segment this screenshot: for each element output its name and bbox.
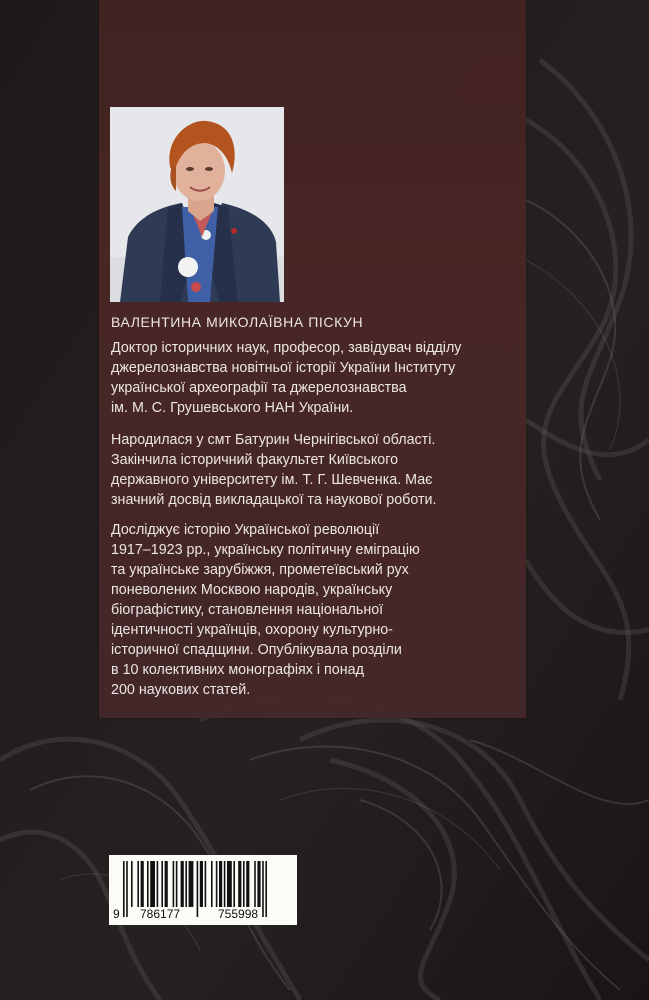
bio-line: історичної спадщини. Опублікувала розділи — [111, 642, 402, 658]
bio-line: та українське зарубіжжя, прометеївський рух — [111, 562, 409, 578]
bio-line: біографістику, становлення національної — [111, 602, 384, 618]
bio-line: джерелознавства новітньої історії України Інституту — [111, 360, 456, 376]
author-portrait-icon — [110, 107, 284, 302]
bio-line: 1917–1923 рр., українську політичну еміграцію — [111, 542, 420, 558]
author-photo — [110, 107, 284, 302]
bio-paragraph-3 — [111, 520, 521, 700]
bio-line: ім. М. С. Грушевського НАН України. — [111, 400, 354, 416]
barcode-first-digit: 9 — [113, 907, 120, 921]
barcode-right-digits: 755998 — [218, 907, 259, 921]
bio-line: в 10 колективних монографіях і понад — [111, 662, 364, 678]
bio-line: Доктор історичних наук, професор, завідувач відділу — [111, 340, 462, 356]
bio-line: поневолених Москвою народів, українську — [111, 582, 393, 598]
bio-line: української археографії та джерелознавства — [111, 380, 407, 396]
bio-line: Досліджує історію Української революції — [111, 522, 380, 538]
bio-paragraph-2 — [111, 430, 521, 510]
isbn-barcode — [109, 855, 297, 925]
bio-line: державного університету ім. Т. Г. Шевченка. Має — [111, 472, 433, 488]
barcode-left-digits: 786177 — [140, 907, 181, 921]
bio-line: значний досвід викладацької та наукової роботи. — [111, 492, 437, 508]
bio-line: Закінчила історичний факультет Київського — [111, 452, 399, 468]
author-name: ВАЛЕНТИНА МИКОЛАЇВНА ПІСКУН — [111, 314, 364, 330]
bio-line: Народилася у смт Батурин Чернігівської області. — [111, 432, 436, 448]
bio-line: ідентичності українців, охорону культурно- — [111, 622, 393, 638]
bio-paragraph-1 — [111, 338, 521, 418]
barcode-bars-icon — [109, 855, 297, 925]
bio-line: 200 наукових статей. — [111, 682, 251, 698]
